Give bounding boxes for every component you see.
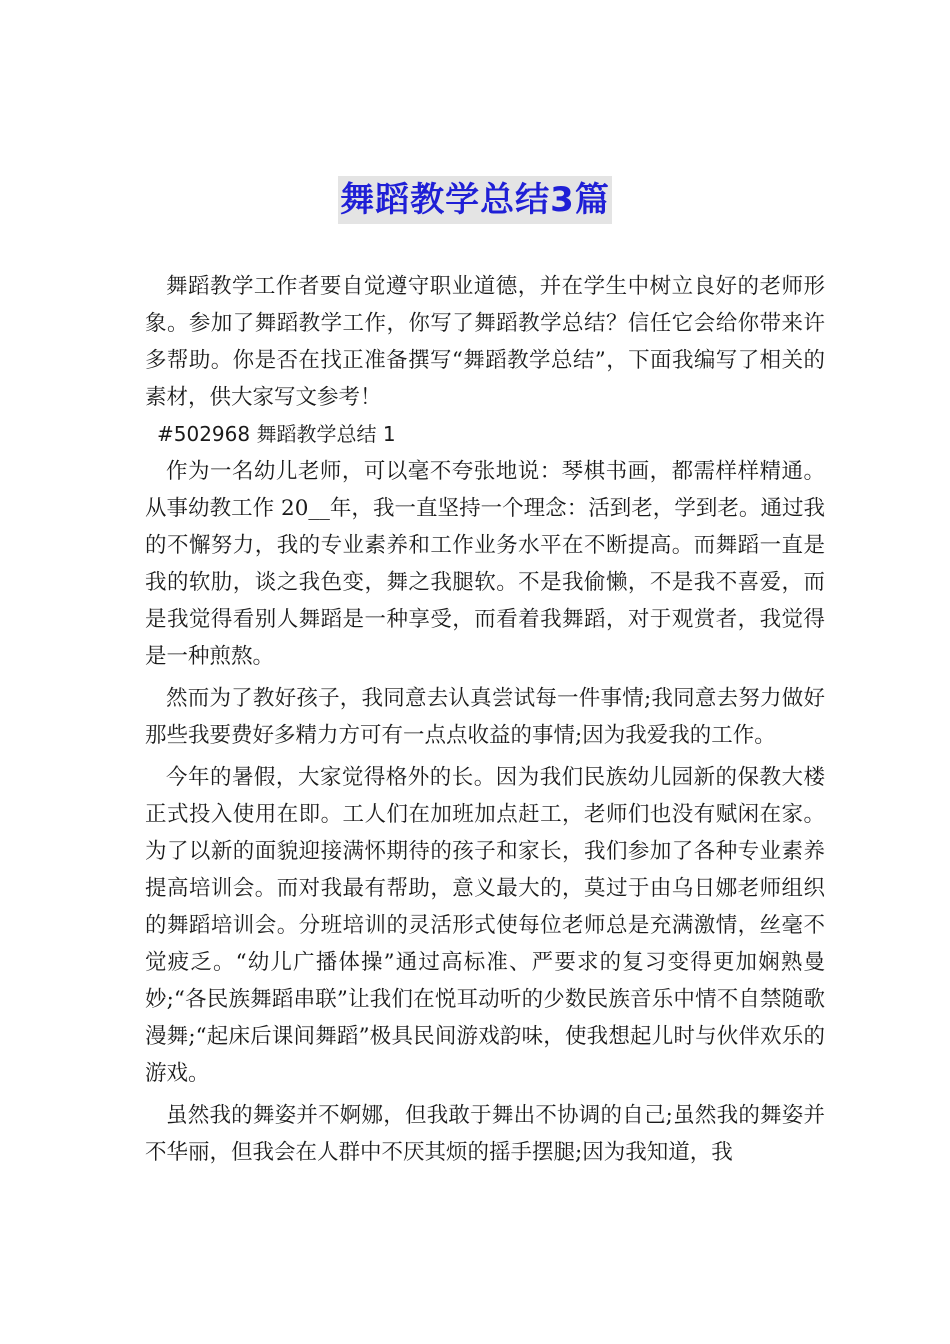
intro-paragraph: 舞蹈教学工作者要自觉遵守职业道德，并在学生中树立良好的老师形象。参加了舞蹈教学工作，你写了舞蹈教学总结？信任它会给你带来许多帮助。你是否在找正准备撰写“舞蹈教学总结”，下面我编写了相关的素材，供大家写文参考！ [145, 274, 825, 410]
body-paragraph: 然而为了教好孩子，我同意去认真尝试每一件事情;我同意去努力做好那些我要费好多精力方可有一点点收益的事情;因为我爱我的工作。 [145, 686, 825, 748]
document-title: 舞蹈教学总结3篇 [338, 176, 612, 224]
section-heading: #502968 舞蹈教学总结 1 [157, 422, 396, 446]
document-body [145, 268, 825, 1171]
body-paragraph: 今年的暑假，大家觉得格外的长。因为我们民族幼儿园新的保教大楼正式投入使用在即。工人们在加班加点赶工，老师们也没有赋闲在家。为了以新的面貌迎接满怀期待的孩子和家长，我们参加了各种专业素养提高培训会。而对我最有帮助，意义最大的，莫过于由乌日娜老师组织的舞蹈培训会。分班培训的灵活形式使每位老师总是充满激情，丝毫不觉疲乏。“幼儿广播体操”通过高标准、严要求的复习变得更加娴熟曼妙;“各民族舞蹈串联”让我们在悦耳动听的少数民族音乐中情不自禁随歌漫舞;“起床后课间舞蹈”极具民间游戏韵味，使我想起儿时与伙伴欢乐的游戏。 [145, 765, 825, 1086]
body-paragraph: 虽然我的舞姿并不婀娜，但我敢于舞出不协调的自己;虽然我的舞姿并不华丽，但我会在人群中不厌其烦的摇手摆腿;因为我知道，我 [145, 1103, 825, 1165]
body-paragraph: 作为一名幼儿老师，可以毫不夸张地说：琴棋书画，都需样样精通。从事幼教工作 20__年，我一直坚持一个理念：活到老，学到老。通过我的不懈努力，我的专业素养和工作业务水平在不断提高。而舞蹈一直是我的软肋，谈之我色变，舞之我腿软。不是我偷懒，不是我不喜爱，而是我觉得看别人舞蹈是一种享受，而看着我舞蹈，对于观赏者，我觉得是一种煎熬。 [145, 459, 825, 669]
title-container [0, 176, 950, 224]
